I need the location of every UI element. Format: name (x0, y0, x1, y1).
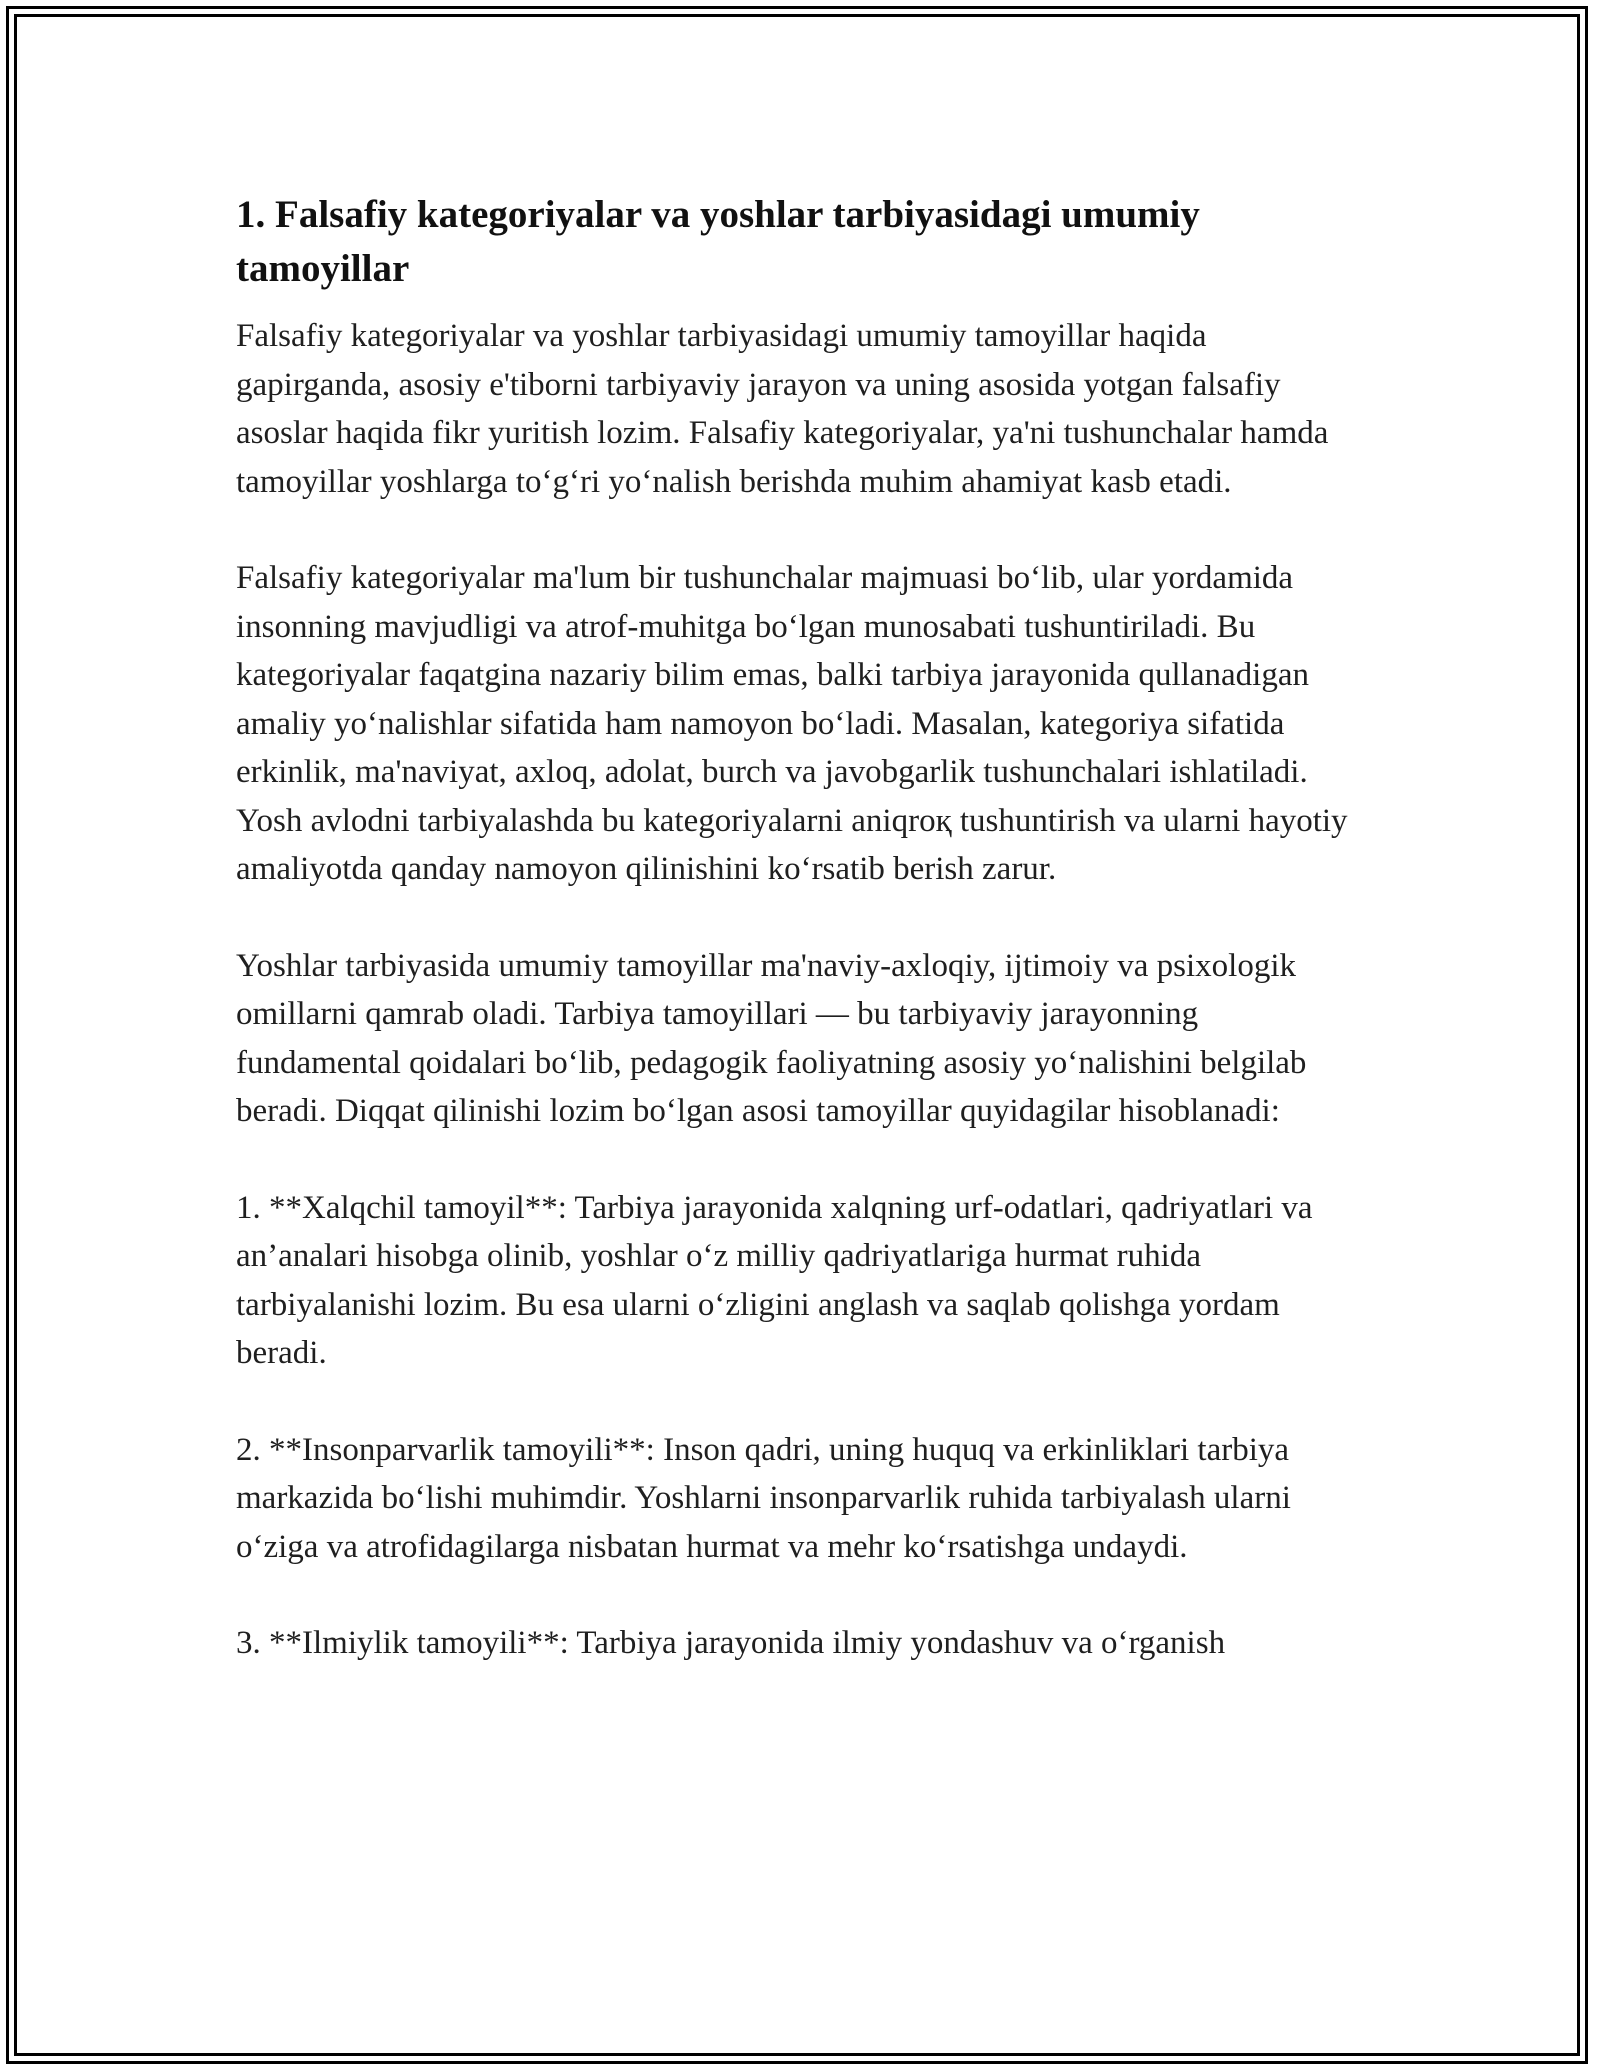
section-heading: 1. Falsafiy kategoriyalar va yoshlar tarbiyasidagi umumiy tamoyillar (236, 193, 1200, 290)
paragraph-intro: Falsafiy kategoriyalar va yoshlar tarbiyasidagi umumiy tamoyillar haqida gapirganda, asosiy e'tiborni tarbiyaviy jarayon va uning asosida yotgan falsafiy asoslar haqida fikr yuritish lozim. Falsafiy kategoriyalar, ya'ni tushunchalar hamda tamoyillar yoshlarga to‘g‘ri yo‘nalish berishda muhim ahamiyat kasb etadi. (236, 318, 1329, 500)
list-item-principle-3: 3. **Ilmiylik tamoyili**: Tarbiya jarayonida ilmiy yondashuv va o‘rganish (236, 1625, 1226, 1661)
paragraph-categories: Falsafiy kategoriyalar ma'lum bir tushunchalar majmuasi bo‘lib, ular yordamida insonning mavjudligi va atrof-muhitga bo‘lgan munosabati tushuntiriladi. Bu kategoriyalar faqatgina nazariy bilim emas, balki tarbiya jarayonida qullanadigan amaliy yo‘nalishlar sifatida ham namoyon bo‘ladi. Masalan, kategoriya sifatida erkinlik, ma'naviyat, axloq, adolat, burch va javobgarlik tushunchalari ishlatiladi. Yosh avlodni tarbiyalashda bu kategoriyalarni aniqroқ tushuntirish va ularni hayotiy amaliyotda qanday namoyon qilinishini ko‘rsatib berish zarur. (236, 560, 1348, 887)
list-item-principle-2: 2. **Insonparvarlik tamoyili**: Inson qadri, uning huquq va erkinliklari tarbiya markazida bo‘lishi muhimdir. Yoshlarni insonparvarlik ruhida tarbiyalash ularni o‘ziga va atrofidagilarga nisbatan hurmat va mehr ko‘rsatishga undaydi. (236, 1431, 1291, 1565)
document-body (236, 188, 1366, 1716)
list-item-principle-1: 1. **Xalqchil tamoyil**: Tarbiya jarayonida xalqning urf-odatlari, qadriyatlari va an’analari hisobga olinib, yoshlar o‘z milliy qadriyatlariga hurmat ruhida tarbiyalanishi lozim. Bu esa ularni o‘zligini anglash va saqlab qolishga yordam beradi. (236, 1189, 1313, 1371)
paragraph-principles: Yoshlar tarbiyasida umumiy tamoyillar ma'naviy-axloqiy, ijtimoiy va psixologik omillarni qamrab oladi. Tarbiya tamoyillari — bu tarbiyaviy jarayonning fundamental qoidalari bo‘lib, pedagogik faoliyatning asosiy yo‘nalishini belgilab beradi. Diqqat qilinishi lozim bo‘lgan asosi tamoyillar quyidagilar hisoblanadi: (236, 947, 1307, 1129)
